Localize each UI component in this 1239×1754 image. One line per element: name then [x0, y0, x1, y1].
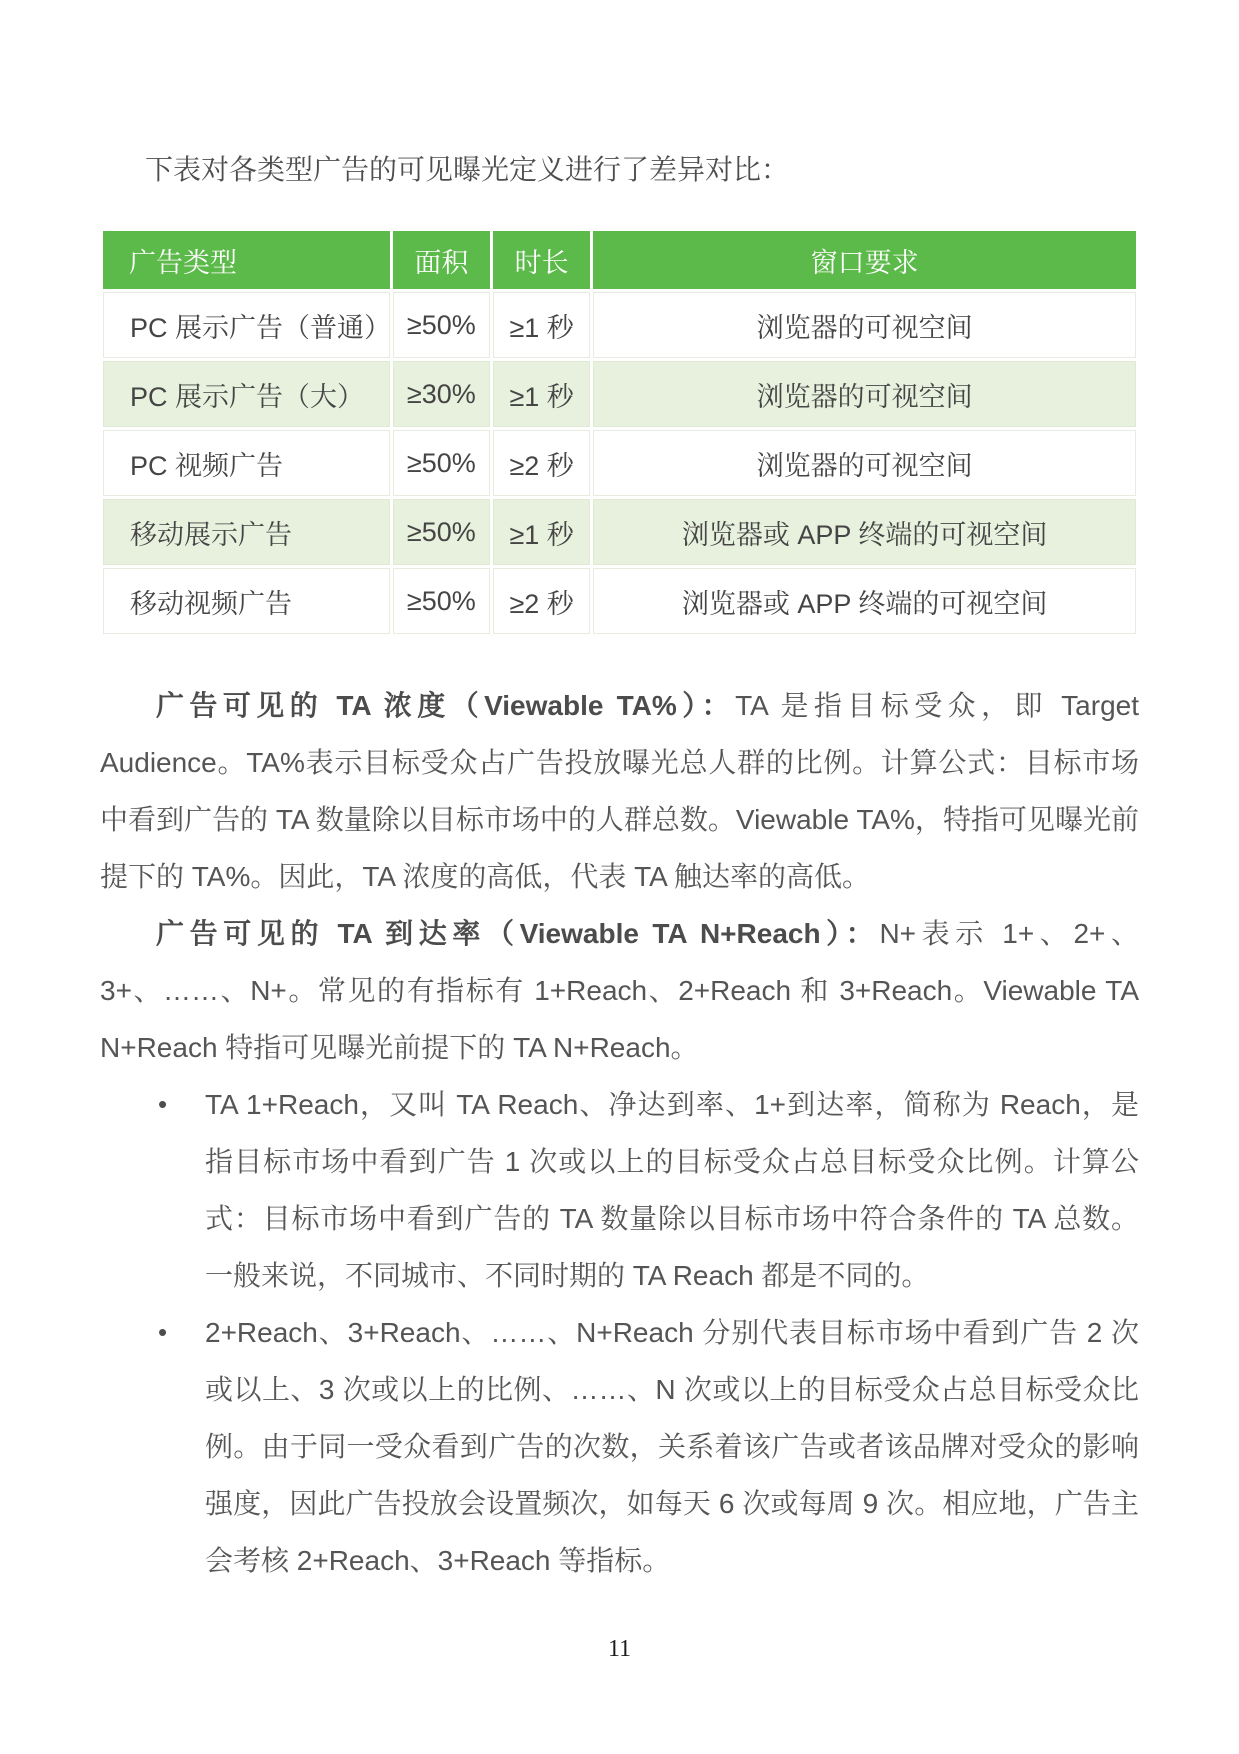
cell-area: ≥30%: [393, 361, 490, 427]
cell-ad-type: PC 视频广告: [103, 430, 390, 496]
paragraph-lead-bold: 广告可见的 TA 浓度（Viewable TA%）：: [156, 690, 736, 721]
cell-window: 浏览器的可视空间: [593, 361, 1136, 427]
paragraph-viewable-ta-percent: [100, 677, 1139, 905]
cell-duration: ≥2 秒: [493, 430, 590, 496]
table-row: [103, 499, 1136, 565]
table-header-row: [103, 231, 1136, 289]
cell-duration: ≥1 秒: [493, 361, 590, 427]
bullet-list: [100, 1076, 1139, 1589]
cell-window: 浏览器的可视空间: [593, 430, 1136, 496]
cell-window: 浏览器或 APP 终端的可视空间: [593, 499, 1136, 565]
column-header-window: 窗口要求: [593, 231, 1136, 289]
cell-ad-type: 移动展示广告: [103, 499, 390, 565]
column-header-ad-type: 广告类型: [103, 231, 390, 289]
table-row: [103, 361, 1136, 427]
page-content: [0, 150, 1239, 1589]
cell-duration: ≥1 秒: [493, 292, 590, 358]
list-item-ta-1-reach: [100, 1076, 1139, 1304]
list-item-n-reach: [100, 1304, 1139, 1589]
intro-paragraph: 下表对各类型广告的可见曝光定义进行了差异对比：: [145, 154, 790, 185]
cell-window: 浏览器或 APP 终端的可视空间: [593, 568, 1136, 634]
paragraph-lead-bold: 广告可见的 TA 到达率（Viewable TA N+Reach）：: [156, 918, 880, 949]
cell-area: ≥50%: [393, 430, 490, 496]
cell-duration: ≥1 秒: [493, 499, 590, 565]
cell-duration: ≥2 秒: [493, 568, 590, 634]
bullet-icon: •: [158, 1089, 168, 1119]
cell-ad-type: 移动视频广告: [103, 568, 390, 634]
paragraph-viewable-ta-nreach: [100, 905, 1139, 1076]
bullet-icon: •: [158, 1317, 168, 1347]
table-row: [103, 568, 1136, 634]
table-row: [103, 430, 1136, 496]
cell-area: ≥50%: [393, 292, 490, 358]
cell-ad-type: PC 展示广告（普通）: [103, 292, 390, 358]
page-number: 11: [607, 1636, 632, 1662]
body-text: [100, 677, 1139, 1589]
paragraph-text: N+表示 1+、2+、3+、……、N+。常见的有指标有 1+Reach、2+Reach 和 3+Reach。Viewable TA N+Reach 特指可见曝光前提下的 TA N+Reach。: [100, 918, 1139, 1063]
cell-window: 浏览器的可视空间: [593, 292, 1136, 358]
list-item-text: TA 1+Reach，又叫 TA Reach、净达到率、1+到达率，简称为 Reach，是指目标市场中看到广告 1 次或以上的目标受众占总目标受众比例。计算公式：目标市场中看到广告的 TA 数量除以目标市场中符合条件的 TA 总数。一般来说，不同城市、不同时期的 TA Reach 都是不同的。: [205, 1089, 1139, 1291]
cell-area: ≥50%: [393, 568, 490, 634]
table-row: [103, 292, 1136, 358]
column-header-duration: 时长: [493, 231, 590, 289]
cell-area: ≥50%: [393, 499, 490, 565]
cell-ad-type: PC 展示广告（大）: [103, 361, 390, 427]
list-item-text: 2+Reach、3+Reach、……、N+Reach 分别代表目标市场中看到广告 2 次或以上、3 次或以上的比例、……、N 次或以上的目标受众占总目标受众比例。由于同一受众看到广告的次数，关系着该广告或者该品牌对受众的影响强度，因此广告投放会设置频次，如每天 6 次或每周 9 次。相应地，广告主会考核 2+Reach、3+Reach 等指标。: [205, 1317, 1139, 1576]
viewability-definition-table: [100, 228, 1139, 637]
column-header-area: 面积: [393, 231, 490, 289]
paragraph-text: TA 是指目标受众，即 Target Audience。TA%表示目标受众占广告投放曝光总人群的比例。计算公式：目标市场中看到广告的 TA 数量除以目标市场中的人群总数。Viewable TA%，特指可见曝光前提下的 TA%。因此，TA 浓度的高低，代表 TA 触达率的高低。: [100, 690, 1139, 892]
